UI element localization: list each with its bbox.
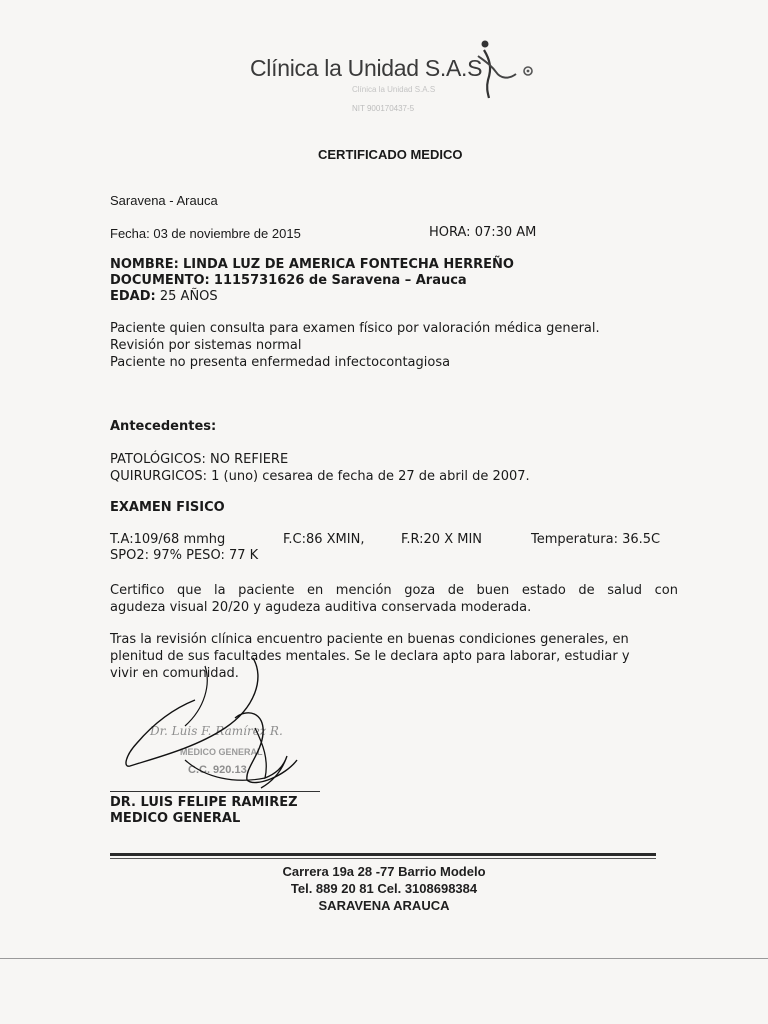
- footer-divider: [110, 853, 656, 856]
- examen-temp: Temperatura: 36.5C: [531, 532, 661, 547]
- stamp-doctor-name: Dr. Luis F. Ramírez R.: [150, 724, 283, 738]
- clinic-logo-name: Clínica la Unidad S.A.S: [250, 55, 483, 81]
- certifico-line: agudeza visual 20/20 y agudeza auditiva conservada moderada.: [110, 600, 532, 615]
- tras-line: plenitud de sus facultades mentales. Se le declara apto para laborar, estudiar y: [110, 649, 630, 664]
- patient-document: [110, 273, 467, 288]
- time-text: HORA: 07:30 AM: [429, 225, 537, 240]
- certifico-word: goza: [404, 583, 436, 598]
- page-edge-line: [0, 958, 768, 959]
- clinic-nit: NIT 900170437-5: [352, 104, 415, 113]
- footer-city: SARAVENA ARAUCA: [318, 898, 450, 913]
- patient-name-label: NOMBRE:: [110, 257, 179, 272]
- signature-line: [110, 791, 320, 792]
- examen-ta: T.A:109/68 mmhg: [110, 532, 226, 547]
- examen-spo2: SPO2: 97% PESO: 77 K: [110, 548, 259, 563]
- document-title: CERTIFICADO MEDICO: [318, 147, 463, 162]
- certifico-block: [110, 582, 678, 616]
- examen-fr: F.R:20 X MIN: [401, 532, 483, 547]
- certifico-word: la: [214, 583, 226, 598]
- date-text: Fecha: 03 de noviembre de 2015: [110, 226, 301, 241]
- patient-name-value: LINDA LUZ DE AMERICA FONTECHA HERREÑO: [183, 257, 514, 272]
- footer-phones: Tel. 889 20 81 Cel. 3108698384: [290, 881, 478, 896]
- doctor-name: DR. LUIS FELIPE RAMIREZ: [110, 795, 298, 810]
- certifico-word: de: [447, 583, 464, 598]
- stamp-id: C.C. 920.13: [188, 764, 247, 776]
- certifico-word: con: [654, 583, 678, 598]
- signature-scribble-icon: [115, 648, 305, 798]
- certifico-word: estado: [521, 583, 566, 598]
- tras-line: Tras la revisión clínica encuentro paciente en buenas condiciones generales, en: [110, 632, 629, 647]
- antecedentes-block: [110, 451, 530, 485]
- footer-divider-thin: [110, 858, 656, 859]
- place-text: Saravena - Arauca: [110, 193, 218, 208]
- certifico-word: que: [176, 583, 202, 598]
- certifico-word: en: [307, 583, 324, 598]
- tras-line: vivir en comunidad.: [110, 666, 239, 681]
- antecedentes-patologicos: PATOLÓGICOS: NO REFIERE: [110, 452, 289, 467]
- antecedentes-quirurgicos: QUIRURGICOS: 1 (uno) cesarea de fecha de 27 de abril de 2007.: [110, 469, 530, 484]
- patient-age-value: 25 AÑOS: [159, 289, 218, 304]
- patient-age: [110, 289, 218, 304]
- consult-block: [110, 320, 600, 371]
- consult-line: Paciente quien consulta para examen físico por valoración médica general.: [110, 321, 600, 336]
- certifico-word: mención: [335, 583, 392, 598]
- certifico-word: paciente: [238, 583, 295, 598]
- examen-fc: F.C:86 XMIN,: [283, 532, 365, 547]
- patient-age-label: EDAD:: [110, 289, 156, 304]
- patient-document-label: DOCUMENTO:: [110, 273, 210, 288]
- patient-name: [110, 257, 514, 272]
- antecedentes-heading: Antecedentes:: [110, 419, 217, 434]
- certifico-word: de: [578, 583, 595, 598]
- certifico-line-justified: [110, 582, 678, 599]
- consult-line: Revisión por sistemas normal: [110, 338, 302, 353]
- certifico-word: buen: [476, 583, 510, 598]
- clinic-logo-subtitle: Clínica la Unidad S.A.S: [352, 85, 436, 94]
- patient-document-value: 1115731626 de Saravena – Arauca: [213, 273, 467, 288]
- examen-heading: EXAMEN FISICO: [110, 500, 225, 515]
- footer-address: Carrera 19a 28 -77 Barrio Modelo: [282, 864, 486, 879]
- stamp-role: MEDICO GENERAL: [180, 747, 263, 757]
- doctor-role: MEDICO GENERAL: [110, 811, 241, 826]
- consult-line: Paciente no presenta enfermedad infectocontagiosa: [110, 355, 451, 370]
- certifico-word: salud: [607, 583, 643, 598]
- certifico-word: Certifico: [110, 583, 165, 598]
- clinic-logo-figure-icon: [476, 38, 536, 100]
